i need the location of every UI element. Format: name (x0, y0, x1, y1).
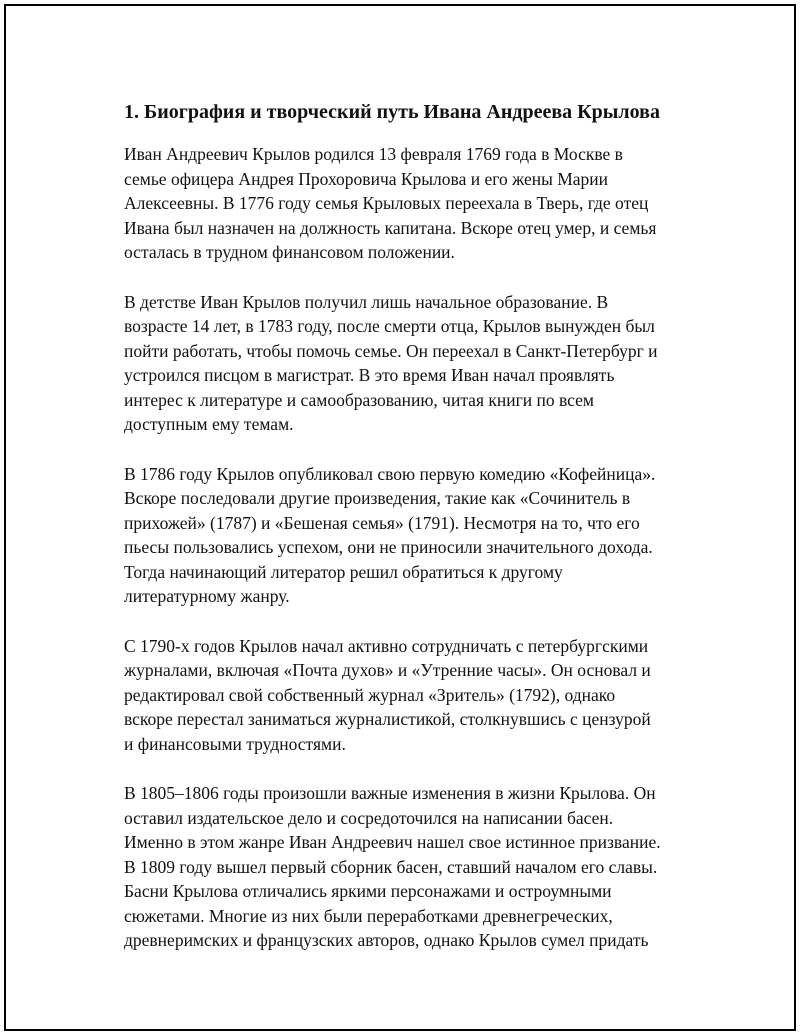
paragraph-line: Алексеевны. В 1776 году семья Крыловых переехала в Тверь, где отец (124, 193, 649, 213)
paragraph-line: пойти работать, чтобы помочь семье. Он переехал в Санкт-Петербург и (124, 340, 658, 361)
page-frame (4, 4, 796, 1031)
paragraph (124, 634, 694, 757)
paragraph (124, 142, 694, 265)
paragraph-line: осталась в трудном финансовом положении. (124, 242, 455, 262)
paragraph-line: прихожей» (1787) и «Бешеная семья» (1791). Несмотря на то, что его (124, 512, 640, 533)
paragraphs-container (124, 142, 694, 953)
paragraph (124, 462, 694, 609)
paragraph-line: журналами, включая «Почта духов» и «Утренние часы». Он основал и (124, 660, 651, 680)
paragraph-line: В 1786 году Крылов опубликовал свою первую комедию «Кофейница». (124, 463, 656, 484)
paragraph-line: Ивана был назначен на должность капитана. Вскоре отец умер, и семья (124, 217, 657, 238)
paragraph-line: доступным ему темам. (124, 414, 294, 434)
paragraph-line: семье офицера Андрея Прохоровича Крылова и его жены Марии (124, 168, 609, 189)
paragraph-line: оставил издательское дело и сосредоточился на написании басен. (124, 807, 614, 828)
paragraph-line: устроился писцом в магистрат. В это время Иван начал проявлять (124, 365, 615, 385)
paragraph-line: литературному жанру. (124, 586, 290, 606)
paragraph-line: В 1805–1806 годы произошли важные изменения в жизни Крылова. Он (124, 783, 656, 803)
paragraph-line: и финансовыми трудностями. (124, 733, 346, 754)
document-body (124, 98, 694, 978)
paragraph-line: древнеримских и французских авторов, однако Крылов сумел придать (124, 930, 649, 950)
paragraph-line: интерес к литературе и самообразованию, читая книги по всем (124, 389, 594, 410)
paragraph-line: Именно в этом жанре Иван Андреевич нашел свое истинное призвание. (124, 832, 661, 852)
paragraph-line: В 1809 году вышел первый сборник басен, ставший началом его славы. (124, 856, 658, 877)
paragraph-line: Тогда начинающий литератор решил обратиться к другому (124, 561, 563, 582)
paragraph-line: пьесы пользовались успехом, они не приносили значительного дохода. (124, 537, 653, 557)
section-heading: 1. Биография и творческий путь Ивана Андреева Крылова (124, 101, 660, 123)
paragraph (124, 290, 694, 437)
paragraph-line: Иван Андреевич Крылов родился 13 февраля 1769 года в Москве в (124, 144, 623, 164)
paragraph-line: В детстве Иван Крылов получил лишь начальное образование. В (124, 291, 609, 312)
paragraph-line: Басни Крылова отличались яркими персонажами и остроумными (124, 881, 612, 901)
paragraph-line: возрасте 14 лет, в 1783 году, после смерти отца, Крылов вынужден был (124, 316, 655, 336)
paragraph-line: редактировал свой собственный журнал «Зритель» (1792), однако (124, 684, 616, 705)
paragraph-line: Вскоре последовали другие произведения, такие как «Сочинитель в (124, 488, 631, 508)
paragraph-line: вскоре перестал заниматься журналистикой, столкнувшись с цензурой (124, 709, 651, 729)
paragraph (124, 781, 694, 953)
paragraph-line: сюжетами. Многие из них были переработками древнегреческих, (124, 905, 613, 926)
paragraph-line: С 1790-х годов Крылов начал активно сотрудничать с петербургскими (124, 635, 649, 656)
